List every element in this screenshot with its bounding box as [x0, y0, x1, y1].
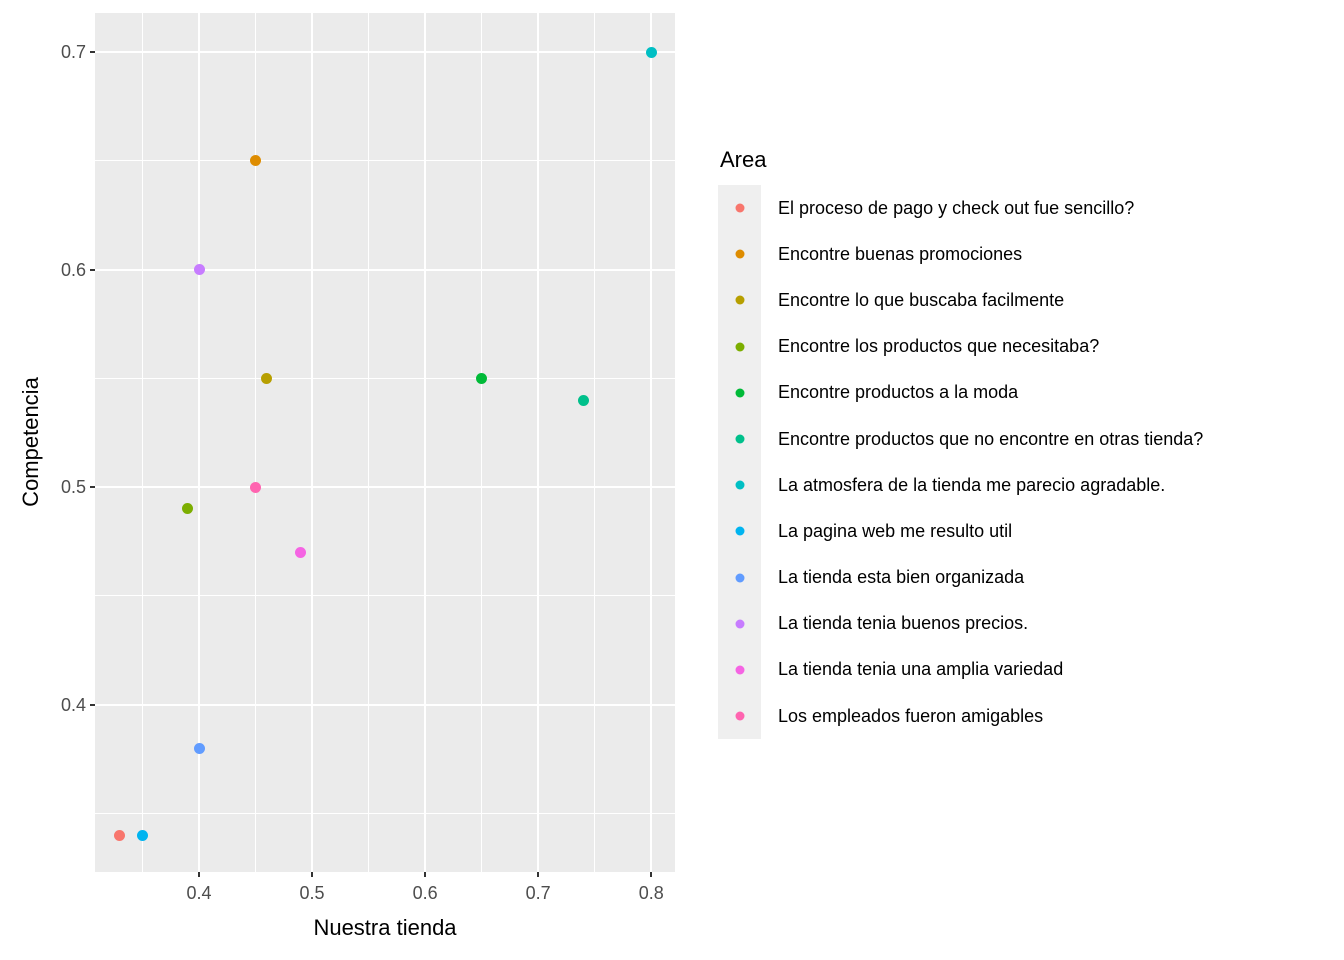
- legend: [718, 147, 1203, 739]
- x-tick-mark: [537, 872, 539, 877]
- y-axis-title: Competencia: [18, 377, 43, 507]
- x-minor-gridline: [142, 13, 143, 872]
- x-major-gridline: [311, 13, 313, 872]
- x-minor-gridline: [255, 13, 256, 872]
- data-point: [114, 830, 125, 841]
- legend-item: [718, 508, 1203, 554]
- legend-item-label: Encontre lo que buscaba facilmente: [778, 289, 1065, 310]
- legend-item-label: Encontre productos a la moda: [778, 382, 1019, 403]
- x-minor-gridline: [368, 13, 369, 872]
- legend-key: [718, 508, 761, 554]
- legend-item: [718, 647, 1203, 693]
- data-point: [476, 373, 487, 384]
- legend-key: [718, 324, 761, 370]
- y-minor-gridline: [95, 813, 675, 814]
- legend-key: [718, 370, 761, 416]
- legend-point-icon: [735, 296, 744, 305]
- y-tick-label: 0.7: [60, 42, 86, 63]
- legend-key: [718, 601, 761, 647]
- y-minor-gridline: [95, 595, 675, 596]
- legend-item-label: La tienda tenia una amplia variedad: [778, 659, 1064, 680]
- x-minor-gridline: [594, 13, 595, 872]
- x-tick-label: 0.5: [299, 883, 325, 903]
- y-tick-mark: [90, 704, 95, 706]
- x-tick-label: 0.4: [186, 883, 212, 903]
- y-major-gridline: [95, 51, 675, 53]
- x-tick-mark: [311, 872, 313, 877]
- x-tick-label: 0.7: [525, 883, 551, 903]
- x-major-gridline: [424, 13, 426, 872]
- legend-title: Area: [720, 147, 767, 172]
- plot-panel: [95, 13, 675, 872]
- x-tick-mark: [198, 872, 200, 877]
- legend-key: [718, 555, 761, 601]
- legend-item: [718, 324, 1203, 370]
- data-point: [182, 503, 193, 514]
- legend-item-label: La atmosfera de la tienda me parecio agradable.: [778, 474, 1166, 495]
- data-point: [646, 47, 657, 58]
- legend-item: [718, 185, 1203, 231]
- legend-point-icon: [735, 204, 744, 213]
- legend-point-icon: [735, 388, 744, 397]
- legend-key: [718, 277, 761, 323]
- legend-point-icon: [735, 573, 744, 582]
- legend-key: [718, 416, 761, 462]
- y-major-gridline: [95, 269, 675, 271]
- y-tick-mark: [90, 486, 95, 488]
- data-point: [250, 155, 261, 166]
- legend-item: [718, 693, 1203, 739]
- legend-item-label: Encontre productos que no encontre en otras tienda?: [778, 428, 1204, 449]
- legend-point-icon: [735, 619, 744, 628]
- data-point: [137, 830, 148, 841]
- legend-item-label: La tienda tenia buenos precios.: [778, 613, 1029, 634]
- legend-item-label: La pagina web me resulto util: [778, 520, 1013, 541]
- data-point: [261, 373, 272, 384]
- legend-item: [718, 416, 1203, 462]
- data-point: [250, 482, 261, 493]
- x-major-gridline: [650, 13, 652, 872]
- x-tick-mark: [650, 872, 652, 877]
- y-tick-label: 0.6: [60, 259, 86, 280]
- y-tick-label: 0.5: [60, 477, 86, 498]
- legend-point-icon: [735, 665, 744, 674]
- legend-item-label: Los empleados fueron amigables: [778, 705, 1044, 726]
- x-tick-label: 0.6: [412, 883, 438, 903]
- x-major-gridline: [537, 13, 539, 872]
- legend-point-icon: [735, 342, 744, 351]
- x-tick-label: 0.8: [638, 883, 664, 903]
- y-major-gridline: [95, 486, 675, 488]
- legend-point-icon: [735, 250, 744, 259]
- legend-item: [718, 601, 1203, 647]
- y-tick-mark: [90, 51, 95, 53]
- x-axis-title: Nuestra tienda: [313, 915, 457, 940]
- legend-item-label: La tienda esta bien organizada: [778, 567, 1025, 588]
- y-tick-label: 0.4: [60, 694, 86, 715]
- legend-item: [718, 370, 1203, 416]
- legend-key: [718, 185, 761, 231]
- legend-item: [718, 462, 1203, 508]
- legend-item-label: El proceso de pago y check out fue sencillo?: [778, 197, 1135, 218]
- legend-point-icon: [735, 712, 744, 721]
- legend-item-label: Encontre los productos que necesitaba?: [778, 336, 1100, 357]
- legend-key: [718, 462, 761, 508]
- legend-key: [718, 647, 761, 693]
- legend-point-icon: [735, 527, 744, 536]
- legend-item-label: Encontre buenas promociones: [778, 243, 1023, 264]
- legend-point-icon: [735, 435, 744, 444]
- legend-item: [718, 231, 1203, 277]
- legend-point-icon: [735, 481, 744, 490]
- data-point: [194, 743, 205, 754]
- y-tick-mark: [90, 269, 95, 271]
- legend-key: [718, 231, 761, 277]
- y-minor-gridline: [95, 378, 675, 379]
- legend-item: [718, 277, 1203, 323]
- y-major-gridline: [95, 704, 675, 706]
- x-minor-gridline: [481, 13, 482, 872]
- x-tick-mark: [424, 872, 426, 877]
- legend-item: [718, 555, 1203, 601]
- legend-items: [718, 185, 1203, 739]
- data-point: [194, 264, 205, 275]
- y-minor-gridline: [95, 160, 675, 161]
- legend-key: [718, 693, 761, 739]
- data-point: [295, 547, 306, 558]
- data-point: [578, 395, 589, 406]
